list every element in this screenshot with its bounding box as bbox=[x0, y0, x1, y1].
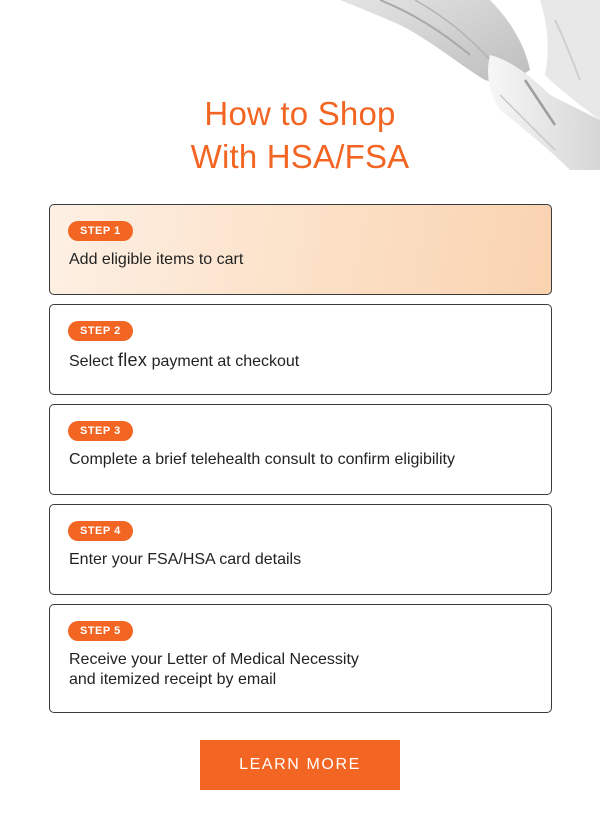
step-card-2 bbox=[49, 304, 552, 395]
step-card-3 bbox=[49, 404, 552, 495]
step-text-before: Select bbox=[69, 353, 114, 370]
step-badge: STEP 5 bbox=[68, 621, 133, 641]
step-description: Complete a brief telehealth consult to confirm eligibility bbox=[69, 451, 455, 468]
step-description bbox=[69, 650, 537, 690]
step-text-line-1: Receive your Letter of Medical Necessity bbox=[69, 651, 359, 668]
step-card-1 bbox=[49, 204, 552, 295]
step-badge: STEP 3 bbox=[68, 421, 133, 441]
step-badge: STEP 1 bbox=[68, 221, 133, 241]
flex-brand-name: flex bbox=[117, 350, 148, 370]
step-card-5 bbox=[49, 604, 552, 713]
step-badge: STEP 2 bbox=[68, 321, 133, 341]
page-title bbox=[0, 92, 600, 178]
step-description: Add eligible items to cart bbox=[69, 251, 244, 268]
step-badge: STEP 4 bbox=[68, 521, 133, 541]
step-card-4 bbox=[49, 504, 552, 595]
step-text-line-2: and itemized receipt by email bbox=[69, 671, 277, 688]
learn-more-button[interactable]: LEARN MORE bbox=[200, 740, 400, 790]
step-text-after: payment at checkout bbox=[151, 353, 300, 370]
title-line-1: How to Shop bbox=[204, 95, 396, 132]
title-line-2: With HSA/FSA bbox=[190, 138, 410, 175]
step-description: Enter your FSA/HSA card details bbox=[69, 551, 302, 568]
step-description bbox=[69, 350, 537, 372]
